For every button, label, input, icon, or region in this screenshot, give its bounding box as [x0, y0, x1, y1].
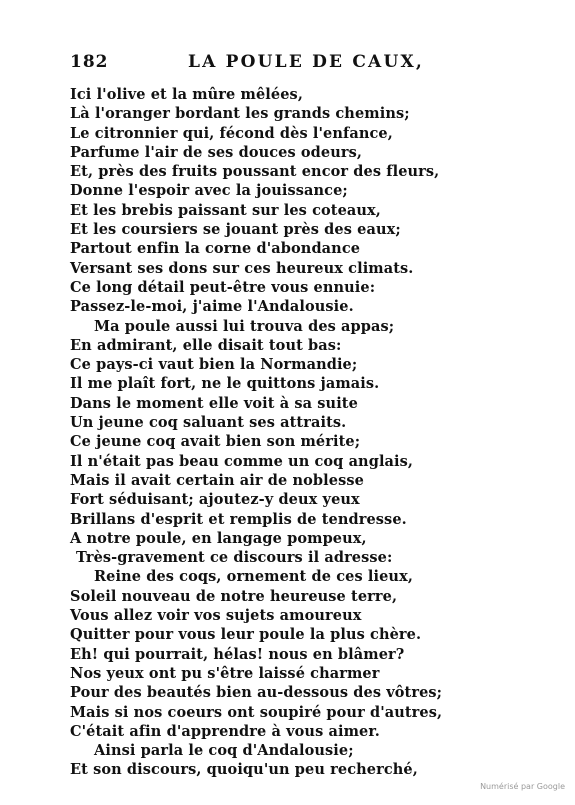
poem-line: Fort séduisant; ajoutez-y deux yeux	[70, 491, 360, 509]
poem-line: Pour des beautés bien au-dessous des vôtres;	[70, 684, 443, 702]
poem-line: Soleil nouveau de notre heureuse terre,	[70, 587, 398, 605]
poem-line: Ainsi parla le coq d'Andalousie;	[94, 742, 354, 760]
poem-line: Et les coursiers se jouant près des eaux;	[70, 221, 401, 239]
poem-line: Parfume l'air de ses douces odeurs,	[70, 143, 363, 161]
poem-line: Passez-le-moi, j'aime l'Andalousie.	[70, 298, 354, 316]
poem-line: Là l'oranger bordant les grands chemins;	[70, 105, 410, 123]
poem-line: Ce pays-ci vaut bien la Normandie;	[70, 356, 358, 374]
poem-line: Il n'était pas beau comme un coq anglais,	[70, 452, 414, 470]
poem-line: Très-gravement ce discours il adresse:	[76, 549, 393, 567]
poem-line: Reine des coqs, ornement de ces lieux,	[94, 568, 413, 586]
poem-line: En admirant, elle disait tout bas:	[70, 336, 342, 354]
poem-line: Ce long détail peut-être vous ennuie:	[70, 278, 376, 296]
poem-line: Ma poule aussi lui trouva des appas;	[94, 317, 395, 335]
poem-line: Mais il avait certain air de noblesse	[70, 471, 364, 489]
poem-line: Le citronnier qui, fécond dès l'enfance,	[70, 124, 393, 142]
poem-line: Partout enfin la corne d'abondance	[70, 240, 361, 258]
running-title: LA POULE DE CAUX,	[188, 52, 424, 72]
poem-line: Quitter pour vous leur poule la plus chère.	[70, 626, 422, 644]
poem-text	[70, 85, 540, 780]
poem-line: A notre poule, en langage pompeux,	[70, 529, 367, 547]
page-header	[70, 52, 510, 78]
poem-line: Et, près des fruits poussant encor des fleurs,	[70, 163, 440, 181]
poem-line: Ce jeune coq avait bien son mérite;	[70, 433, 361, 451]
poem-line: Et son discours, quoiqu'un peu recherché,	[70, 761, 418, 779]
poem-line: Il me plaît fort, ne le quittons jamais.	[70, 375, 380, 393]
poem-line: Nos yeux ont pu s'être laissé charmer	[70, 664, 380, 682]
poem-line: Eh! qui pourrait, hélas! nous en blâmer?	[70, 645, 405, 663]
poem-line: Dans le moment elle voit à sa suite	[70, 394, 358, 412]
poem-line: Ici l'olive et la mûre mêlées,	[70, 86, 303, 103]
poem-line: C'était afin d'apprendre à vous aimer.	[70, 722, 380, 740]
page-number: 182	[70, 52, 109, 72]
poem-line: Un jeune coq saluant ses attraits.	[70, 414, 347, 432]
poem-line: Vous allez voir vos sujets amoureux	[70, 607, 362, 625]
poem-line: Brillans d'esprit et remplis de tendresse.	[70, 510, 407, 528]
poem-line: Mais si nos coeurs ont soupiré pour d'autres,	[70, 703, 443, 721]
digitization-watermark: Numérisé par Google	[480, 782, 565, 791]
poem-line: Et les brebis paissant sur les coteaux,	[70, 201, 381, 219]
poem-line: Versant ses dons sur ces heureux climats.	[70, 259, 414, 277]
poem-line: Donne l'espoir avec la jouissance;	[70, 182, 348, 200]
